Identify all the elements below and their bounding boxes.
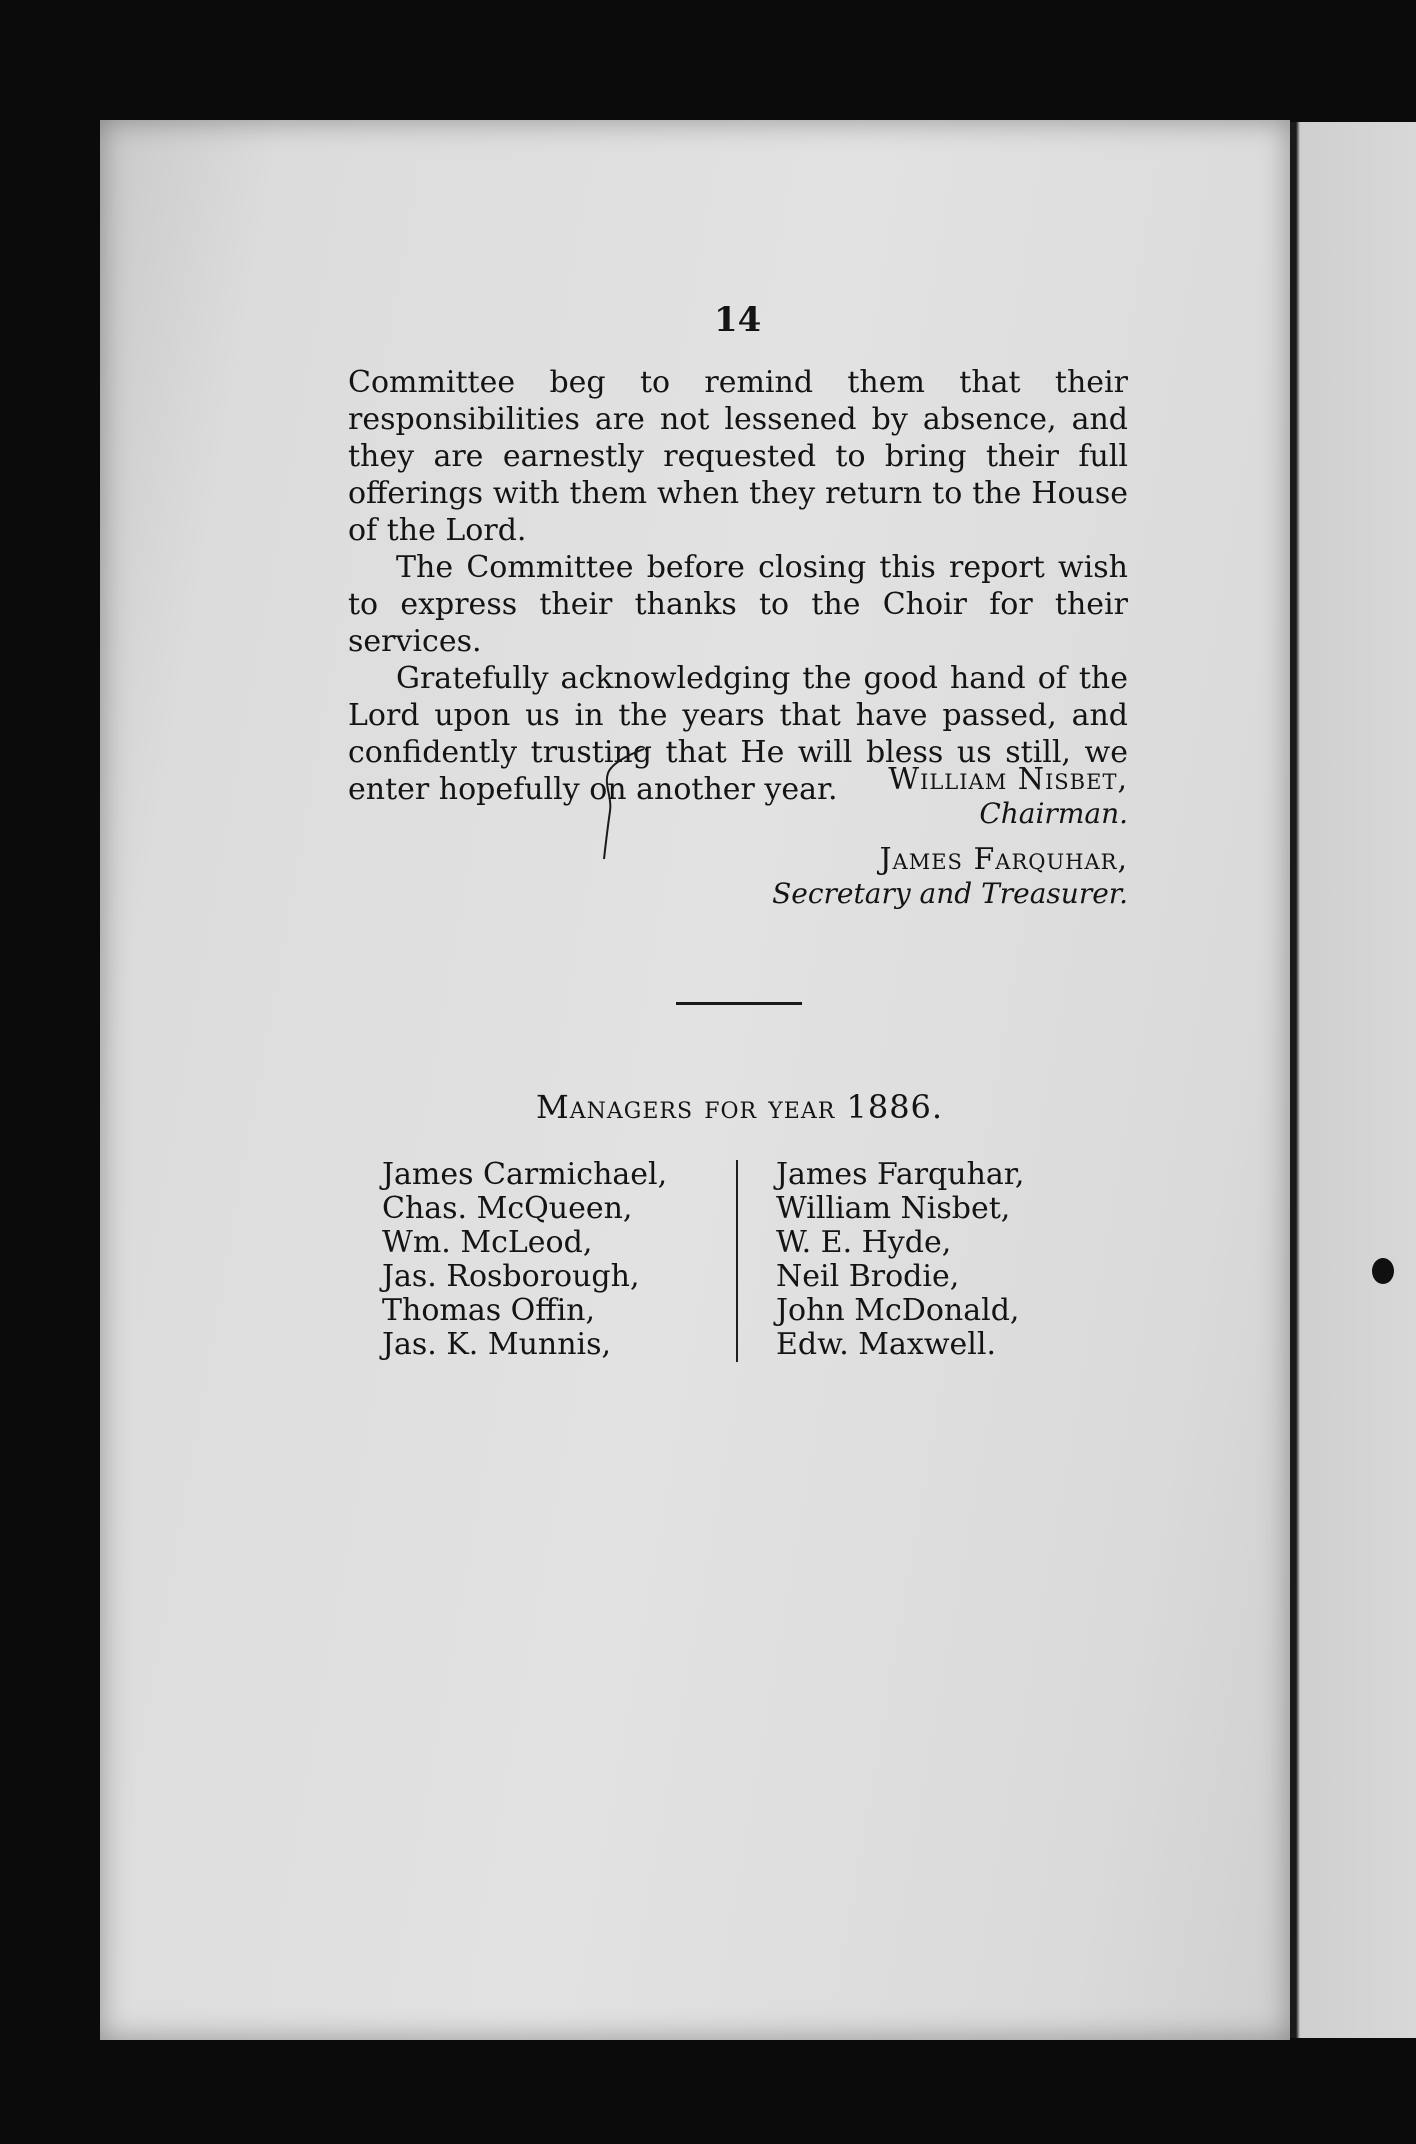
column-divider [736,1160,738,1362]
paragraph-2: The Committee before closing this report wish to express their thanks to the Choir for their services. [348,550,1128,659]
secretary-name: James Farquhar, [879,842,1128,877]
paragraph-3: Gratefully acknowledging the good hand of the Lord upon us in the years that have passed, and confidently trusting that He will bless us still, we enter hopefully on another year. [348,661,1128,807]
secretary-role: Secretary and Treasurer. [772,877,1128,910]
manager-name: Wm. McLeod, [382,1225,593,1260]
manager-name: Thomas Offin, [382,1293,596,1328]
ink-spot [1372,1258,1394,1284]
pen-flourish [598,745,658,865]
secretary-signature [772,842,1128,910]
manager-name: Neil Brodie, [776,1259,960,1294]
manager-name: Chas. McQueen, [382,1191,633,1226]
section-rule [676,1002,802,1005]
chairman-name: William Nisbet, [888,762,1128,797]
manager-name: W. E. Hyde, [776,1225,952,1260]
manager-name: Edw. Maxwell. [776,1327,996,1362]
manager-name: John McDonald, [776,1293,1020,1328]
managers-right-column [776,1158,1024,1362]
chairman-role: Chairman. [979,797,1128,830]
manager-name: Jas. K. Munnis, [382,1327,612,1362]
page-number: 14 [714,300,762,340]
chairman-signature [888,762,1128,830]
manager-name: William Nisbet, [776,1191,1011,1226]
managers-heading: Managers for year 1886. [536,1088,944,1126]
manager-name: James Farquhar, [776,1157,1025,1192]
managers-left-column [382,1158,667,1362]
facing-page-edge [1290,122,1416,2038]
manager-name: James Carmichael, [382,1157,668,1192]
report-text [348,364,1128,808]
manager-name: Jas. Rosborough, [382,1259,640,1294]
paragraph-1: Committee beg to remind them that their responsibilities are not lessened by absence, and they are earnestly requested to bring their full offerings with them when they return to the House of the Lord. [348,365,1128,548]
